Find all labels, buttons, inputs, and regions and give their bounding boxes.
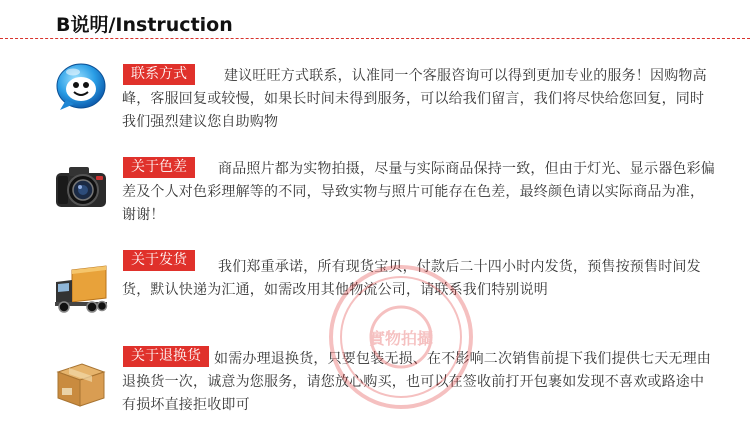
section-tag: 关于发货 [123, 250, 195, 271]
section-text-content: 商品照片都为实物拍摄，尽量与实际商品保持一致，但由于灯光、显示器色彩偏差及个人对色彩理解等的不同，导致实物与照片可能存在色差，最终颜色请以实际商品为准，谢谢！ [122, 161, 715, 223]
camera-icon [52, 159, 110, 217]
section-tag: 关于色差 [123, 157, 195, 178]
header-divider [0, 38, 750, 39]
page-header [0, 0, 750, 40]
section-tag: 联系方式 [123, 64, 195, 85]
section-text [122, 158, 717, 227]
seal-stamp-icon [326, 262, 476, 412]
cardboard-box-icon [52, 354, 110, 412]
chat-bubble-face-icon [52, 56, 110, 114]
section-text-content: 建议旺旺方式联系，认准同一个客服咨询可以得到更加专业的服务！因购物高峰，客服回复或较慢，如果长时间未得到服务，可以给我们留言，我们将尽快给您回复，同时我们强烈建议您自助购物 [122, 68, 707, 130]
stamp-text: 實物拍攝 [368, 329, 434, 348]
section-contact [0, 52, 750, 132]
page-title: B说明/Instruction [56, 14, 233, 36]
delivery-truck-icon [52, 258, 110, 316]
section-text [122, 65, 717, 134]
section-text-content: 如需办理退换货，只要包装无损、在不影响二次销售前提下我们提供七天无理由退换货一次，诚意为您服务，请您放心购买，也可以在签收前打开包裹如发现不喜欢或路途中有损坏直接拒收即可 [122, 351, 711, 413]
section-tag: 关于退换货 [123, 346, 209, 367]
section-text-content: 我们郑重承诺，所有现货宝贝，付款后二十四小时内发货，预售按预售时间发货，默认快递为汇通，如需改用其他物流公司，请联系我们特别说明 [122, 259, 701, 298]
section-color-difference [0, 145, 750, 225]
